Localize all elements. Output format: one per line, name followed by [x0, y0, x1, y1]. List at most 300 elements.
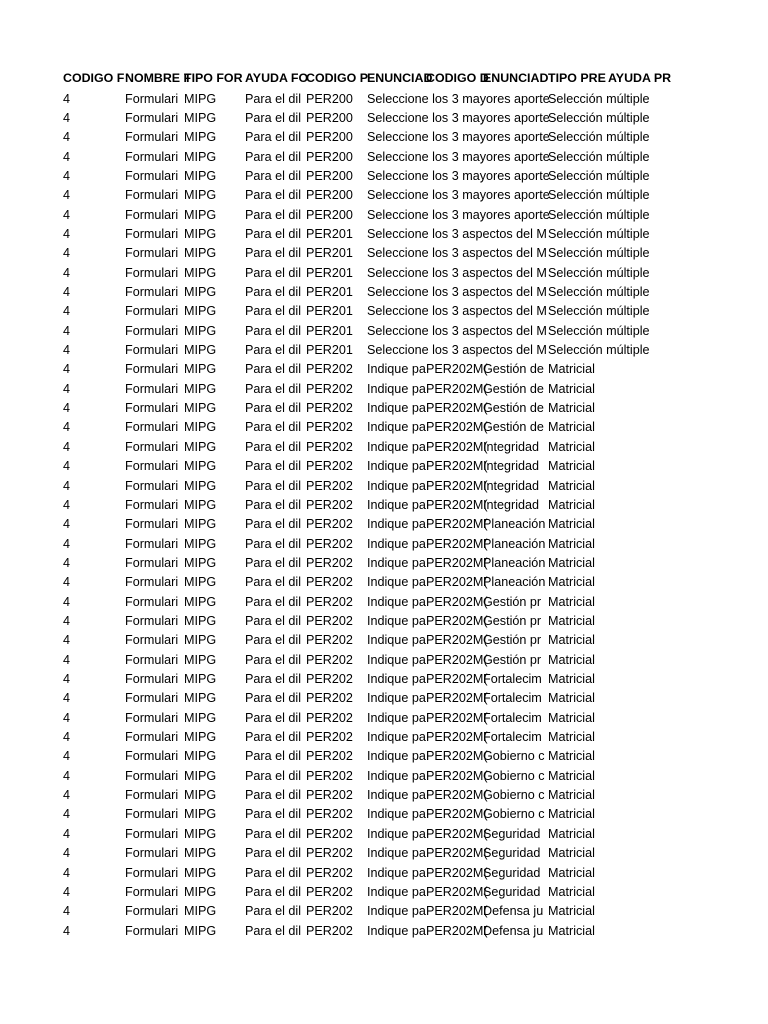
cell-enunciado-detalle[interactable]: Seguridad [483, 865, 541, 880]
cell-codigo-formulario[interactable]: 4 [63, 923, 71, 938]
cell-enunciado[interactable]: Indique pa [367, 807, 426, 822]
cell-ayuda-formulario[interactable]: Para el dil [245, 904, 302, 919]
cell-tipo-pregunta[interactable]: Matricial [548, 904, 595, 919]
cell-enunciado-detalle[interactable]: Seguridad [483, 826, 541, 841]
cell-ayuda-formulario[interactable]: Para el dil [245, 865, 302, 880]
cell-codigo-formulario[interactable]: 4 [63, 168, 71, 183]
cell-tipo-formulario[interactable]: MIPG [184, 826, 217, 841]
cell-enunciado[interactable]: Seleccione los 3 aspectos del M [367, 285, 547, 299]
cell-tipo-pregunta[interactable]: Selección múltiple [548, 130, 650, 145]
cell-codigo-formulario[interactable]: 4 [63, 323, 71, 338]
header-cell[interactable]: ENUNCIAD [483, 71, 549, 85]
cell-codigo-formulario[interactable]: 4 [63, 613, 71, 628]
cell-codigo-formulario[interactable]: 4 [63, 710, 71, 725]
cell-enunciado-detalle[interactable]: Planeación [483, 536, 546, 551]
cell-codigo-formulario[interactable]: 4 [63, 110, 71, 125]
cell-tipo-formulario[interactable]: MIPG [184, 343, 217, 358]
cell-nombre-formulario[interactable]: Formulari [125, 459, 179, 474]
cell-tipo-formulario[interactable]: MIPG [184, 130, 217, 145]
cell-nombre-formulario[interactable]: Formulari [125, 362, 179, 377]
cell-tipo-pregunta[interactable]: Matricial [548, 807, 595, 822]
cell-enunciado-detalle[interactable]: Gobierno c [483, 749, 545, 764]
cell-ayuda-formulario[interactable]: Para el dil [245, 575, 302, 590]
cell-enunciado[interactable]: Indique pa [367, 923, 426, 938]
cell-enunciado[interactable]: Indique pa [367, 788, 426, 803]
cell-enunciado[interactable]: Indique pa [367, 710, 426, 725]
cell-tipo-pregunta[interactable]: Selección múltiple [548, 226, 650, 241]
cell-codigo-pregunta[interactable]: PER202 [306, 401, 353, 416]
cell-codigo-formulario[interactable]: 4 [63, 672, 71, 686]
cell-ayuda-formulario[interactable]: Para el dil [245, 420, 302, 435]
cell-ayuda-formulario[interactable]: Para el dil [245, 768, 302, 783]
cell-codigo-detalle[interactable]: PER202M( [426, 730, 488, 745]
cell-enunciado[interactable]: Indique pa [367, 730, 426, 745]
cell-codigo-pregunta[interactable]: PER202 [306, 768, 353, 783]
cell-codigo-detalle[interactable]: PER202M( [426, 652, 488, 667]
cell-codigo-formulario[interactable]: 4 [63, 362, 71, 377]
cell-codigo-detalle[interactable]: PER202M( [426, 381, 488, 396]
cell-tipo-formulario[interactable]: MIPG [184, 285, 217, 299]
cell-enunciado[interactable]: Indique pa [367, 846, 426, 861]
cell-ayuda-formulario[interactable]: Para el dil [245, 381, 302, 396]
cell-nombre-formulario[interactable]: Formulari [125, 110, 179, 125]
cell-codigo-formulario[interactable]: 4 [63, 846, 71, 861]
header-cell[interactable]: CODIGO D [426, 71, 489, 85]
cell-tipo-pregunta[interactable]: Selección múltiple [548, 110, 650, 125]
cell-ayuda-formulario[interactable]: Para el dil [245, 536, 302, 551]
cell-ayuda-formulario[interactable]: Para el dil [245, 826, 302, 841]
cell-tipo-pregunta[interactable]: Matricial [548, 710, 595, 725]
cell-codigo-detalle[interactable]: PER202M( [426, 517, 488, 532]
cell-codigo-pregunta[interactable]: PER202 [306, 807, 353, 822]
cell-enunciado[interactable]: Indique pa [367, 633, 426, 648]
cell-nombre-formulario[interactable]: Formulari [125, 401, 179, 416]
cell-tipo-pregunta[interactable]: Matricial [548, 478, 595, 493]
cell-codigo-formulario[interactable]: 4 [63, 439, 71, 454]
cell-enunciado[interactable]: Indique pa [367, 478, 426, 493]
cell-enunciado-detalle[interactable]: Fortalecim [483, 672, 542, 686]
cell-enunciado[interactable]: Indique pa [367, 904, 426, 919]
cell-tipo-pregunta[interactable]: Selección múltiple [548, 188, 650, 203]
cell-tipo-formulario[interactable]: MIPG [184, 246, 217, 261]
cell-enunciado-detalle[interactable]: Seguridad [483, 846, 541, 861]
cell-enunciado-detalle[interactable]: Gestión de [483, 381, 544, 396]
cell-tipo-pregunta[interactable]: Matricial [548, 846, 595, 861]
cell-tipo-pregunta[interactable]: Matricial [548, 439, 595, 454]
cell-codigo-detalle[interactable]: PER202M( [426, 362, 488, 377]
cell-codigo-formulario[interactable]: 4 [63, 420, 71, 435]
cell-codigo-detalle[interactable]: PER202M( [426, 807, 488, 822]
cell-enunciado-detalle[interactable]: Fortalecim [483, 710, 542, 725]
cell-codigo-formulario[interactable]: 4 [63, 246, 71, 261]
cell-nombre-formulario[interactable]: Formulari [125, 904, 179, 919]
cell-ayuda-formulario[interactable]: Para el dil [245, 730, 302, 745]
cell-enunciado[interactable]: Indique pa [367, 536, 426, 551]
cell-ayuda-formulario[interactable]: Para el dil [245, 226, 302, 241]
cell-enunciado-detalle[interactable]: Integridad [483, 459, 540, 474]
cell-tipo-formulario[interactable]: MIPG [184, 575, 217, 590]
cell-codigo-pregunta[interactable]: PER202 [306, 865, 353, 880]
header-cell[interactable]: CODIGO F [63, 71, 125, 85]
cell-tipo-formulario[interactable]: MIPG [184, 420, 217, 435]
cell-codigo-pregunta[interactable]: PER201 [306, 304, 353, 319]
cell-codigo-formulario[interactable]: 4 [63, 691, 71, 706]
cell-codigo-formulario[interactable]: 4 [63, 207, 71, 222]
header-cell[interactable]: TIPO PRE [548, 71, 606, 85]
cell-tipo-formulario[interactable]: MIPG [184, 613, 217, 628]
cell-enunciado-detalle[interactable]: Planeación [483, 555, 546, 570]
cell-nombre-formulario[interactable]: Formulari [125, 923, 179, 938]
cell-enunciado-detalle[interactable]: Gestión de [483, 362, 544, 377]
cell-nombre-formulario[interactable]: Formulari [125, 575, 179, 590]
cell-tipo-formulario[interactable]: MIPG [184, 652, 217, 667]
cell-codigo-pregunta[interactable]: PER202 [306, 497, 353, 512]
cell-codigo-formulario[interactable]: 4 [63, 304, 71, 319]
cell-codigo-formulario[interactable]: 4 [63, 265, 71, 280]
cell-enunciado[interactable]: Indique pa [367, 768, 426, 783]
cell-codigo-detalle[interactable]: PER202M( [426, 904, 488, 919]
cell-tipo-pregunta[interactable]: Matricial [548, 730, 595, 745]
cell-ayuda-formulario[interactable]: Para el dil [245, 304, 302, 319]
cell-codigo-pregunta[interactable]: PER202 [306, 613, 353, 628]
cell-enunciado[interactable]: Indique pa [367, 439, 426, 454]
cell-codigo-pregunta[interactable]: PER200 [306, 130, 353, 145]
cell-codigo-pregunta[interactable]: PER200 [306, 110, 353, 125]
cell-tipo-formulario[interactable]: MIPG [184, 904, 217, 919]
cell-enunciado-detalle[interactable]: Gobierno c [483, 768, 545, 783]
cell-codigo-formulario[interactable]: 4 [63, 730, 71, 745]
cell-codigo-pregunta[interactable]: PER201 [306, 343, 353, 358]
cell-nombre-formulario[interactable]: Formulari [125, 633, 179, 648]
cell-ayuda-formulario[interactable]: Para el dil [245, 555, 302, 570]
cell-codigo-pregunta[interactable]: PER201 [306, 323, 353, 338]
cell-tipo-formulario[interactable]: MIPG [184, 710, 217, 725]
cell-codigo-pregunta[interactable]: PER202 [306, 536, 353, 551]
cell-ayuda-formulario[interactable]: Para el dil [245, 672, 302, 686]
cell-tipo-formulario[interactable]: MIPG [184, 362, 217, 377]
cell-codigo-detalle[interactable]: PER202M( [426, 613, 488, 628]
cell-tipo-formulario[interactable]: MIPG [184, 207, 217, 222]
cell-tipo-formulario[interactable]: MIPG [184, 265, 217, 280]
cell-tipo-formulario[interactable]: MIPG [184, 497, 217, 512]
cell-codigo-detalle[interactable]: PER202M( [426, 439, 488, 454]
cell-ayuda-formulario[interactable]: Para el dil [245, 343, 302, 358]
cell-codigo-detalle[interactable]: PER202M( [426, 923, 488, 938]
cell-ayuda-formulario[interactable]: Para el dil [245, 884, 302, 899]
cell-ayuda-formulario[interactable]: Para el dil [245, 749, 302, 764]
cell-codigo-detalle[interactable]: PER202M( [426, 633, 488, 648]
cell-tipo-formulario[interactable]: MIPG [184, 188, 217, 203]
cell-codigo-pregunta[interactable]: PER202 [306, 459, 353, 474]
cell-enunciado-detalle[interactable]: Gestión de [483, 401, 544, 416]
cell-ayuda-formulario[interactable]: Para el dil [245, 130, 302, 145]
cell-codigo-detalle[interactable]: PER202M( [426, 884, 488, 899]
cell-enunciado[interactable]: Seleccione los 3 aspectos del M [367, 265, 547, 280]
cell-codigo-formulario[interactable]: 4 [63, 478, 71, 493]
cell-tipo-pregunta[interactable]: Matricial [548, 633, 595, 648]
cell-ayuda-formulario[interactable]: Para el dil [245, 846, 302, 861]
cell-ayuda-formulario[interactable]: Para el dil [245, 478, 302, 493]
cell-codigo-pregunta[interactable]: PER200 [306, 188, 353, 203]
cell-tipo-pregunta[interactable]: Selección múltiple [548, 246, 650, 261]
cell-enunciado[interactable]: Indique pa [367, 362, 426, 377]
cell-tipo-pregunta[interactable]: Matricial [548, 536, 595, 551]
cell-enunciado[interactable]: Seleccione los 3 aspectos del M [367, 323, 547, 338]
cell-codigo-detalle[interactable]: PER202M( [426, 865, 488, 880]
cell-codigo-detalle[interactable]: PER202M( [426, 497, 488, 512]
cell-nombre-formulario[interactable]: Formulari [125, 207, 179, 222]
cell-codigo-formulario[interactable]: 4 [63, 555, 71, 570]
cell-tipo-formulario[interactable]: MIPG [184, 923, 217, 938]
cell-codigo-formulario[interactable]: 4 [63, 865, 71, 880]
cell-codigo-pregunta[interactable]: PER200 [306, 149, 353, 164]
cell-nombre-formulario[interactable]: Formulari [125, 672, 179, 686]
cell-tipo-formulario[interactable]: MIPG [184, 459, 217, 474]
cell-tipo-pregunta[interactable]: Matricial [548, 865, 595, 880]
cell-enunciado[interactable]: Seleccione los 3 mayores aporte [367, 110, 550, 125]
cell-tipo-formulario[interactable]: MIPG [184, 401, 217, 416]
cell-codigo-pregunta[interactable]: PER202 [306, 633, 353, 648]
cell-codigo-detalle[interactable]: PER202M( [426, 749, 488, 764]
cell-tipo-formulario[interactable]: MIPG [184, 691, 217, 706]
cell-tipo-formulario[interactable]: MIPG [184, 788, 217, 803]
cell-nombre-formulario[interactable]: Formulari [125, 555, 179, 570]
cell-enunciado[interactable]: Indique pa [367, 575, 426, 590]
cell-ayuda-formulario[interactable]: Para el dil [245, 265, 302, 280]
cell-tipo-formulario[interactable]: MIPG [184, 517, 217, 532]
cell-codigo-formulario[interactable]: 4 [63, 575, 71, 590]
cell-tipo-pregunta[interactable]: Matricial [548, 381, 595, 396]
cell-tipo-pregunta[interactable]: Selección múltiple [548, 207, 650, 222]
cell-enunciado-detalle[interactable]: Integridad [483, 497, 540, 512]
cell-tipo-pregunta[interactable]: Matricial [548, 420, 595, 435]
cell-nombre-formulario[interactable]: Formulari [125, 517, 179, 532]
cell-nombre-formulario[interactable]: Formulari [125, 91, 179, 106]
cell-enunciado[interactable]: Indique pa [367, 555, 426, 570]
cell-nombre-formulario[interactable]: Formulari [125, 285, 179, 299]
cell-enunciado[interactable]: Indique pa [367, 672, 426, 686]
cell-codigo-formulario[interactable]: 4 [63, 884, 71, 899]
cell-ayuda-formulario[interactable]: Para el dil [245, 362, 302, 377]
cell-tipo-formulario[interactable]: MIPG [184, 168, 217, 183]
cell-codigo-formulario[interactable]: 4 [63, 536, 71, 551]
cell-enunciado-detalle[interactable]: Seguridad [483, 884, 541, 899]
cell-codigo-pregunta[interactable]: PER202 [306, 420, 353, 435]
cell-tipo-pregunta[interactable]: Matricial [548, 555, 595, 570]
cell-tipo-pregunta[interactable]: Selección múltiple [548, 304, 650, 319]
cell-tipo-pregunta[interactable]: Matricial [548, 788, 595, 803]
cell-tipo-formulario[interactable]: MIPG [184, 633, 217, 648]
cell-tipo-formulario[interactable]: MIPG [184, 381, 217, 396]
header-cell[interactable]: ENUNCIAD [367, 71, 433, 85]
cell-codigo-formulario[interactable]: 4 [63, 401, 71, 416]
cell-ayuda-formulario[interactable]: Para el dil [245, 517, 302, 532]
cell-codigo-detalle[interactable]: PER202M( [426, 536, 488, 551]
cell-ayuda-formulario[interactable]: Para el dil [245, 168, 302, 183]
cell-codigo-formulario[interactable]: 4 [63, 768, 71, 783]
cell-enunciado[interactable]: Indique pa [367, 401, 426, 416]
cell-codigo-detalle[interactable]: PER202M( [426, 768, 488, 783]
cell-codigo-formulario[interactable]: 4 [63, 149, 71, 164]
cell-tipo-pregunta[interactable]: Selección múltiple [548, 265, 650, 280]
cell-codigo-formulario[interactable]: 4 [63, 633, 71, 648]
cell-nombre-formulario[interactable]: Formulari [125, 226, 179, 241]
cell-codigo-detalle[interactable]: PER202M( [426, 594, 488, 609]
cell-tipo-pregunta[interactable]: Selección múltiple [548, 149, 650, 164]
cell-tipo-formulario[interactable]: MIPG [184, 323, 217, 338]
header-cell[interactable]: AYUDA PR [608, 71, 672, 85]
cell-tipo-pregunta[interactable]: Matricial [548, 613, 595, 628]
cell-nombre-formulario[interactable]: Formulari [125, 884, 179, 899]
cell-enunciado[interactable]: Seleccione los 3 mayores aporte [367, 91, 550, 106]
cell-tipo-formulario[interactable]: MIPG [184, 91, 217, 106]
cell-nombre-formulario[interactable]: Formulari [125, 168, 179, 183]
cell-codigo-detalle[interactable]: PER202M( [426, 401, 488, 416]
cell-codigo-pregunta[interactable]: PER202 [306, 381, 353, 396]
cell-codigo-formulario[interactable]: 4 [63, 285, 71, 299]
cell-enunciado[interactable]: Indique pa [367, 749, 426, 764]
cell-codigo-formulario[interactable]: 4 [63, 381, 71, 396]
cell-codigo-pregunta[interactable]: PER202 [306, 555, 353, 570]
cell-tipo-formulario[interactable]: MIPG [184, 110, 217, 125]
cell-enunciado-detalle[interactable]: Gestión de [483, 420, 544, 435]
cell-tipo-pregunta[interactable]: Selección múltiple [548, 343, 650, 358]
cell-nombre-formulario[interactable]: Formulari [125, 478, 179, 493]
cell-enunciado-detalle[interactable]: Gobierno c [483, 788, 545, 803]
cell-tipo-formulario[interactable]: MIPG [184, 304, 217, 319]
cell-codigo-formulario[interactable]: 4 [63, 226, 71, 241]
cell-tipo-pregunta[interactable]: Selección múltiple [548, 323, 650, 338]
cell-tipo-pregunta[interactable]: Matricial [548, 672, 595, 686]
cell-enunciado-detalle[interactable]: Defensa ju [483, 904, 544, 919]
cell-codigo-formulario[interactable]: 4 [63, 594, 71, 609]
cell-enunciado[interactable]: Seleccione los 3 aspectos del M [367, 226, 547, 241]
cell-enunciado[interactable]: Seleccione los 3 mayores aporte [367, 188, 550, 203]
cell-codigo-formulario[interactable]: 4 [63, 788, 71, 803]
cell-ayuda-formulario[interactable]: Para el dil [245, 439, 302, 454]
cell-nombre-formulario[interactable]: Formulari [125, 710, 179, 725]
cell-nombre-formulario[interactable]: Formulari [125, 768, 179, 783]
cell-codigo-formulario[interactable]: 4 [63, 517, 71, 532]
cell-tipo-pregunta[interactable]: Matricial [548, 691, 595, 706]
cell-codigo-pregunta[interactable]: PER201 [306, 285, 353, 299]
cell-nombre-formulario[interactable]: Formulari [125, 188, 179, 203]
cell-codigo-formulario[interactable]: 4 [63, 826, 71, 841]
cell-enunciado[interactable]: Seleccione los 3 mayores aporte [367, 207, 550, 222]
cell-enunciado[interactable]: Seleccione los 3 mayores aporte [367, 168, 550, 183]
cell-nombre-formulario[interactable]: Formulari [125, 807, 179, 822]
cell-tipo-pregunta[interactable]: Matricial [548, 768, 595, 783]
cell-nombre-formulario[interactable]: Formulari [125, 691, 179, 706]
cell-enunciado-detalle[interactable]: Gestión pr [483, 633, 542, 648]
cell-ayuda-formulario[interactable]: Para el dil [245, 207, 302, 222]
cell-codigo-pregunta[interactable]: PER202 [306, 439, 353, 454]
cell-codigo-formulario[interactable]: 4 [63, 749, 71, 764]
cell-tipo-formulario[interactable]: MIPG [184, 226, 217, 241]
cell-tipo-pregunta[interactable]: Matricial [548, 826, 595, 841]
cell-ayuda-formulario[interactable]: Para el dil [245, 149, 302, 164]
cell-tipo-pregunta[interactable]: Matricial [548, 575, 595, 590]
cell-ayuda-formulario[interactable]: Para el dil [245, 459, 302, 474]
cell-nombre-formulario[interactable]: Formulari [125, 439, 179, 454]
cell-tipo-pregunta[interactable]: Matricial [548, 362, 595, 377]
cell-nombre-formulario[interactable]: Formulari [125, 381, 179, 396]
cell-enunciado[interactable]: Indique pa [367, 691, 426, 706]
cell-codigo-pregunta[interactable]: PER202 [306, 884, 353, 899]
cell-ayuda-formulario[interactable]: Para el dil [245, 594, 302, 609]
cell-codigo-detalle[interactable]: PER202M( [426, 710, 488, 725]
cell-codigo-pregunta[interactable]: PER202 [306, 710, 353, 725]
cell-nombre-formulario[interactable]: Formulari [125, 536, 179, 551]
cell-tipo-formulario[interactable]: MIPG [184, 439, 217, 454]
cell-enunciado[interactable]: Indique pa [367, 652, 426, 667]
cell-ayuda-formulario[interactable]: Para el dil [245, 633, 302, 648]
header-cell[interactable]: CODIGO P [306, 71, 368, 85]
cell-enunciado-detalle[interactable]: Planeación [483, 517, 546, 532]
cell-codigo-detalle[interactable]: PER202M( [426, 846, 488, 861]
cell-codigo-pregunta[interactable]: PER202 [306, 575, 353, 590]
cell-codigo-pregunta[interactable]: PER202 [306, 362, 353, 377]
cell-tipo-pregunta[interactable]: Matricial [548, 517, 595, 532]
cell-enunciado[interactable]: Indique pa [367, 497, 426, 512]
cell-tipo-pregunta[interactable]: Matricial [548, 594, 595, 609]
cell-enunciado[interactable]: Indique pa [367, 613, 426, 628]
cell-ayuda-formulario[interactable]: Para el dil [245, 285, 302, 299]
cell-nombre-formulario[interactable]: Formulari [125, 265, 179, 280]
cell-enunciado-detalle[interactable]: Fortalecim [483, 730, 542, 745]
cell-codigo-detalle[interactable]: PER202M( [426, 826, 488, 841]
cell-codigo-formulario[interactable]: 4 [63, 497, 71, 512]
cell-codigo-pregunta[interactable]: PER202 [306, 517, 353, 532]
cell-tipo-pregunta[interactable]: Matricial [548, 884, 595, 899]
cell-ayuda-formulario[interactable]: Para el dil [245, 613, 302, 628]
cell-enunciado-detalle[interactable]: Fortalecim [483, 691, 542, 706]
cell-nombre-formulario[interactable]: Formulari [125, 613, 179, 628]
cell-codigo-pregunta[interactable]: PER202 [306, 788, 353, 803]
cell-tipo-pregunta[interactable]: Matricial [548, 652, 595, 667]
cell-tipo-formulario[interactable]: MIPG [184, 149, 217, 164]
cell-ayuda-formulario[interactable]: Para el dil [245, 923, 302, 938]
cell-codigo-formulario[interactable]: 4 [63, 188, 71, 203]
cell-enunciado[interactable]: Indique pa [367, 826, 426, 841]
cell-codigo-detalle[interactable]: PER202M( [426, 575, 488, 590]
cell-tipo-pregunta[interactable]: Selección múltiple [548, 91, 650, 106]
cell-tipo-formulario[interactable]: MIPG [184, 555, 217, 570]
cell-tipo-formulario[interactable]: MIPG [184, 768, 217, 783]
cell-ayuda-formulario[interactable]: Para el dil [245, 323, 302, 338]
header-cell[interactable]: NOMBRE F [125, 71, 192, 85]
cell-ayuda-formulario[interactable]: Para el dil [245, 691, 302, 706]
cell-tipo-pregunta[interactable]: Matricial [548, 923, 595, 938]
cell-codigo-pregunta[interactable]: PER202 [306, 730, 353, 745]
cell-nombre-formulario[interactable]: Formulari [125, 304, 179, 319]
cell-codigo-formulario[interactable]: 4 [63, 459, 71, 474]
cell-codigo-detalle[interactable]: PER202M( [426, 555, 488, 570]
cell-enunciado-detalle[interactable]: Gestión pr [483, 652, 542, 667]
cell-tipo-pregunta[interactable]: Matricial [548, 459, 595, 474]
cell-enunciado[interactable]: Indique pa [367, 381, 426, 396]
cell-enunciado[interactable]: Indique pa [367, 459, 426, 474]
cell-tipo-pregunta[interactable]: Selección múltiple [548, 168, 650, 183]
cell-nombre-formulario[interactable]: Formulari [125, 652, 179, 667]
cell-codigo-pregunta[interactable]: PER200 [306, 207, 353, 222]
cell-codigo-formulario[interactable]: 4 [63, 91, 71, 106]
cell-enunciado[interactable]: Indique pa [367, 884, 426, 899]
cell-codigo-detalle[interactable]: PER202M( [426, 788, 488, 803]
cell-tipo-formulario[interactable]: MIPG [184, 749, 217, 764]
cell-ayuda-formulario[interactable]: Para el dil [245, 652, 302, 667]
cell-codigo-pregunta[interactable]: PER202 [306, 672, 353, 686]
